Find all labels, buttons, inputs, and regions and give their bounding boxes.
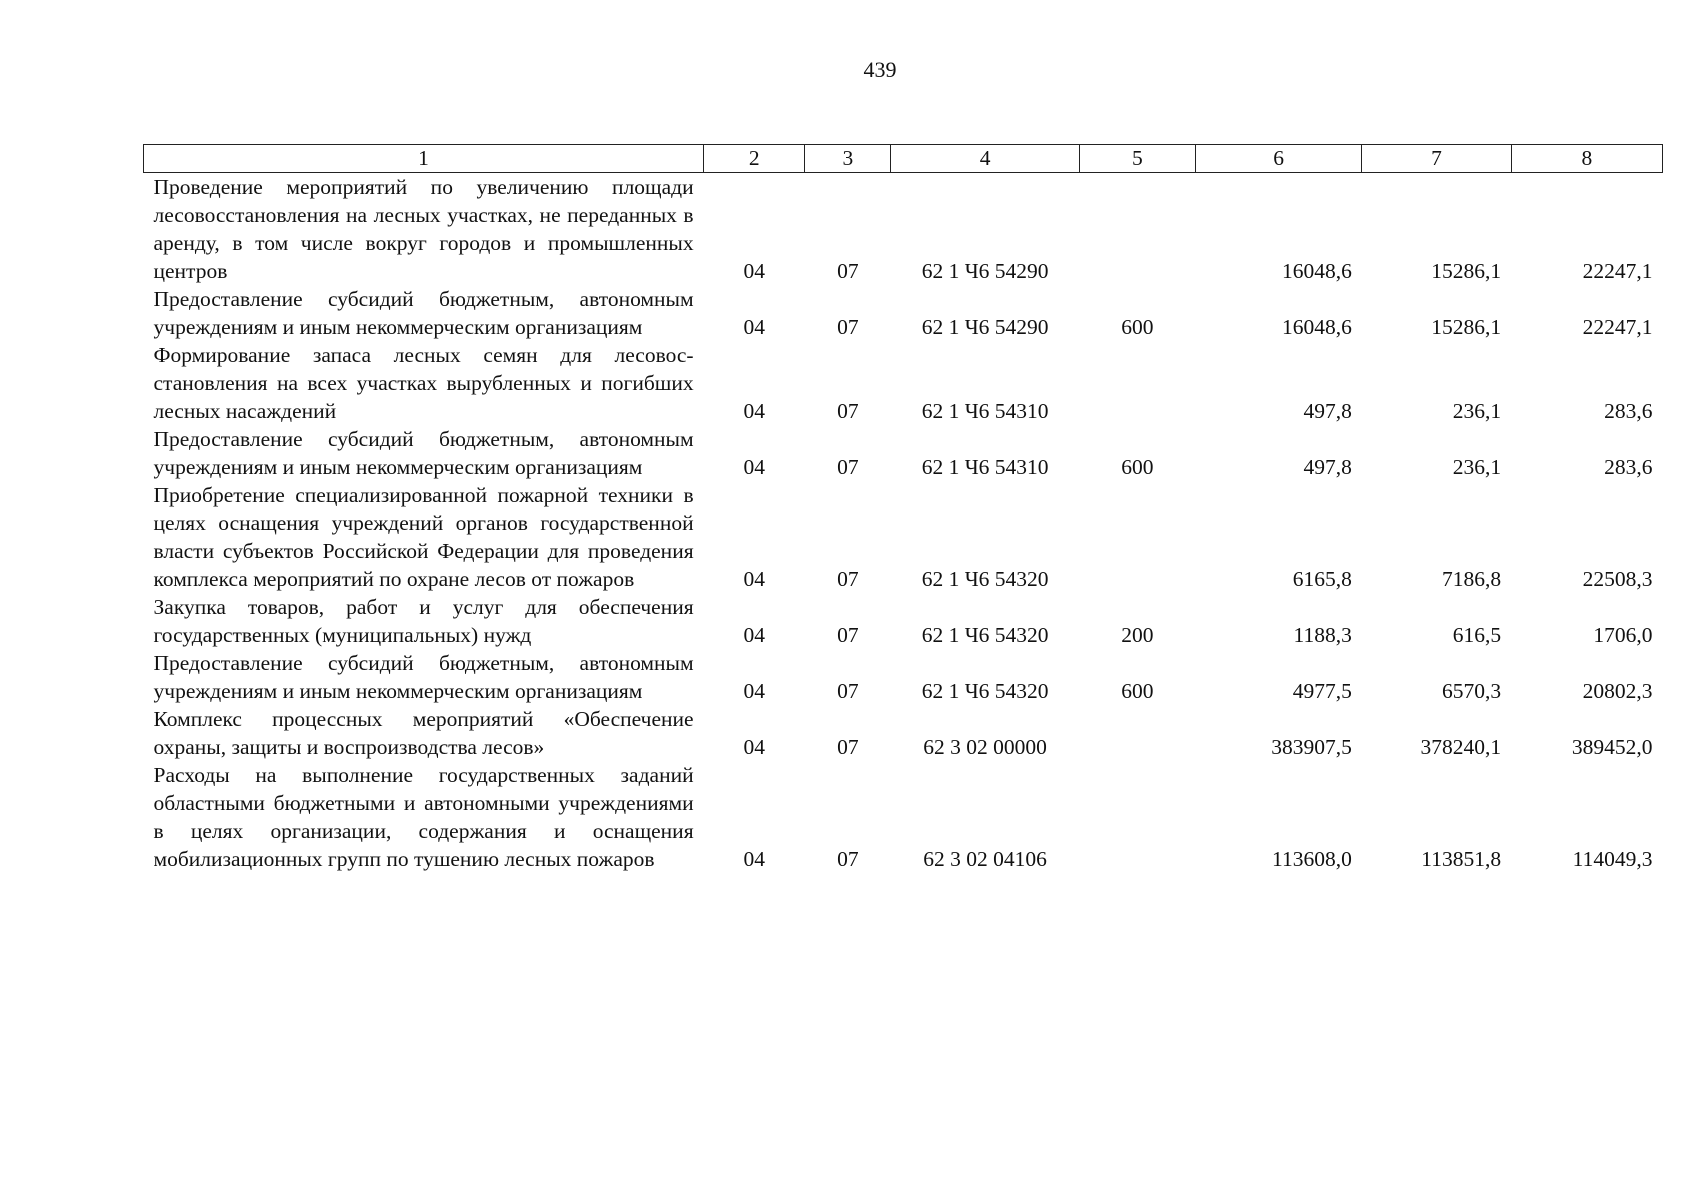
table-row: [144, 285, 1663, 341]
row-name: Комплекс процессных мероприятий «Обеспечение охраны, защиты и воспроизводства лесов»: [153, 707, 694, 759]
row-name: Предоставление субсидий бюджетным, автономным учреждениям и иным некоммерческим организациям: [153, 427, 694, 479]
row-section: 04: [743, 455, 765, 479]
table-row: [144, 593, 1663, 649]
row-expense-type: 600: [1121, 679, 1154, 703]
header-row: [144, 145, 1663, 173]
row-expense-type: [1079, 481, 1195, 593]
row-section: 04: [743, 399, 765, 423]
column-header-4: 4: [891, 145, 1079, 173]
row-amount-col7: 7186,8: [1442, 567, 1502, 591]
column-header-2: 2: [704, 145, 805, 173]
row-expense-type: 600: [1121, 455, 1154, 479]
row-expense-type: [1079, 173, 1195, 286]
table-row: [144, 341, 1663, 425]
row-amount-col8: 22247,1: [1582, 315, 1653, 339]
table-body: [144, 173, 1663, 874]
row-target-code: 62 1 Ч6 54310: [921, 399, 1049, 423]
row-section: 04: [743, 679, 765, 703]
row-name: Проведение мероприятий по увеличению площади лесовосстановления на лесных участках, не переданных в аренду, в том числе вокруг городов и промышленных центров: [153, 175, 694, 283]
row-amount-col6: 497,8: [1303, 455, 1352, 479]
budget-table: [143, 144, 1663, 873]
row-target-code: 62 1 Ч6 54290: [921, 259, 1049, 283]
row-amount-col8: 389452,0: [1571, 735, 1653, 759]
row-amount-col8: 20802,3: [1582, 679, 1653, 703]
row-expense-type: 200: [1121, 623, 1154, 647]
row-target-code: 62 1 Ч6 54310: [921, 455, 1049, 479]
table-row: [144, 425, 1663, 481]
row-amount-col8: 114049,3: [1572, 847, 1653, 871]
column-header-7: 7: [1362, 145, 1511, 173]
row-subsection: 07: [837, 399, 859, 423]
row-amount-col6: 1188,3: [1293, 623, 1352, 647]
row-target-code: 62 3 02 00000: [923, 735, 1047, 759]
row-subsection: 07: [837, 567, 859, 591]
row-amount-col7: 616,5: [1452, 623, 1502, 647]
table-row: [144, 173, 1663, 286]
row-subsection: 07: [837, 847, 859, 871]
row-name: Закупка товаров, работ и услуг для обеспечения государственных (муниципальных) нужд: [153, 595, 694, 647]
row-name: Предоставление субсидий бюджетным, автономным учреждениям и иным некоммерческим организациям: [153, 287, 694, 339]
row-amount-col7: 378240,1: [1420, 735, 1502, 759]
row-amount-col6: 383907,5: [1271, 735, 1352, 759]
row-subsection: 07: [837, 259, 859, 283]
row-target-code: 62 1 Ч6 54320: [921, 567, 1049, 591]
row-amount-col8: 283,6: [1604, 399, 1653, 423]
row-amount-col6: 4977,5: [1292, 679, 1352, 703]
row-amount-col7: 6570,3: [1442, 679, 1502, 703]
row-amount-col8: 1706,0: [1593, 623, 1653, 647]
page-number: 439: [863, 57, 897, 82]
row-amount-col8: 22508,3: [1582, 567, 1653, 591]
row-target-code: 62 1 Ч6 54320: [921, 623, 1049, 647]
row-amount-col6: 16048,6: [1281, 259, 1352, 283]
column-header-5: 5: [1079, 145, 1195, 173]
row-amount-col7: 236,1: [1452, 455, 1502, 479]
row-expense-type: [1079, 761, 1195, 873]
row-expense-type: [1079, 341, 1195, 425]
row-amount-col7: 236,1: [1452, 399, 1502, 423]
row-section: 04: [743, 567, 765, 591]
row-name: Формирование запаса лесных семян для лесовосстановления на всех участках вырубленных и погибших лесных насаждений: [153, 343, 694, 423]
table-row: [144, 481, 1663, 593]
row-target-code: 62 1 Ч6 54290: [921, 315, 1049, 339]
row-subsection: 07: [837, 679, 859, 703]
row-section: 04: [743, 847, 765, 871]
table-row: [144, 705, 1663, 761]
row-expense-type: 600: [1121, 315, 1154, 339]
row-amount-col8: 283,6: [1604, 455, 1653, 479]
column-header-6: 6: [1196, 145, 1362, 173]
row-section: 04: [743, 735, 765, 759]
row-amount-col8: 22247,1: [1582, 259, 1653, 283]
row-target-code: 62 1 Ч6 54320: [921, 679, 1049, 703]
row-section: 04: [743, 259, 765, 283]
row-target-code: 62 3 02 04106: [923, 847, 1047, 871]
row-section: 04: [743, 315, 765, 339]
row-subsection: 07: [837, 315, 859, 339]
row-name: Расходы на выполнение государственных заданий областными бюджетными и автономными учреждениями в целях организации, содержания и оснащения мобилизационных групп по тушению лесных пожаров: [153, 763, 694, 871]
row-subsection: 07: [837, 623, 859, 647]
column-header-1: 1: [144, 145, 704, 173]
row-amount-col6: 6165,8: [1292, 567, 1352, 591]
table-header: [144, 145, 1663, 173]
column-header-3: 3: [805, 145, 891, 173]
row-section: 04: [743, 623, 765, 647]
row-expense-type: [1079, 705, 1195, 761]
table-row: [144, 649, 1663, 705]
row-subsection: 07: [837, 455, 859, 479]
row-amount-col7: 15286,1: [1431, 259, 1502, 283]
row-amount-col6: 16048,6: [1281, 315, 1352, 339]
row-amount-col7: 113851,8: [1421, 847, 1502, 871]
row-name: Приобретение специализированной пожарной техники в целях оснащения учреждений органов государственной власти субъектов Российской Федерации для проведения комплекса мероприятий по охране лесов от пожаров: [153, 483, 694, 591]
row-subsection: 07: [837, 735, 859, 759]
row-name: Предоставление субсидий бюджетным, автономным учреждениям и иным некоммерческим организациям: [153, 651, 694, 703]
row-amount-col6: 497,8: [1303, 399, 1352, 423]
table-row: [144, 761, 1663, 873]
row-amount-col7: 15286,1: [1431, 315, 1502, 339]
column-header-8: 8: [1511, 145, 1662, 173]
row-amount-col6: 113608,0: [1272, 847, 1352, 871]
